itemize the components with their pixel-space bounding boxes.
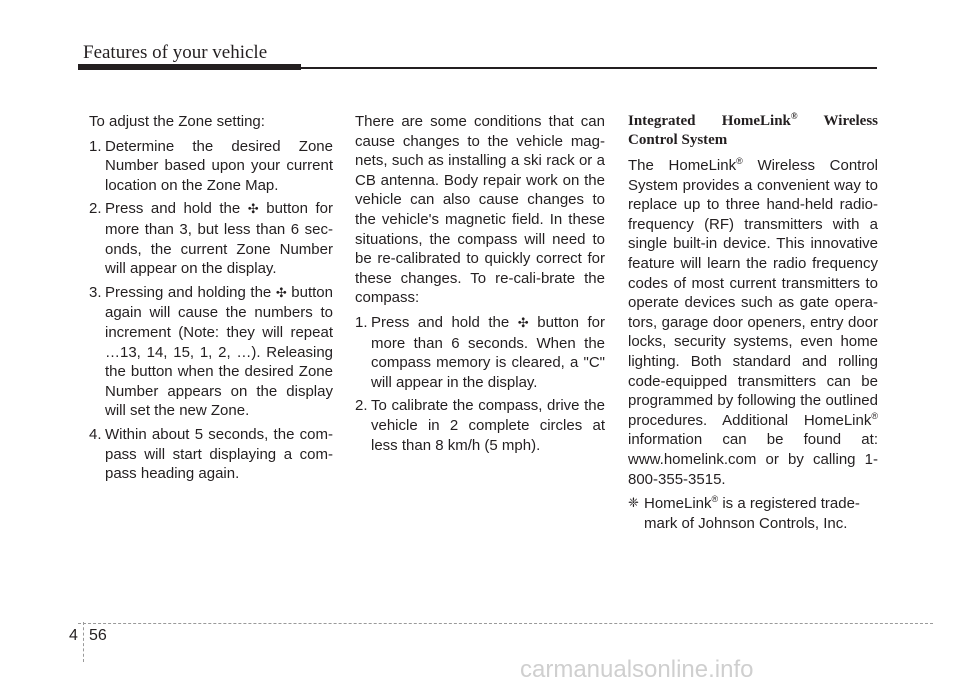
step-text: Press and hold the ✣ button for more than 3, but less than 6 sec-onds, the current Zone Number will appear on the display. [105,200,333,278]
step-number: 2. [89,200,102,218]
zone-setting-intro: To adjust the Zone setting: [89,113,265,130]
step-text: To calibrate the compass, drive the vehicle in 2 complete circles at less than 8 km/h (5 mph). [371,397,605,454]
step-number: 3. [89,283,102,301]
list-item [89,283,333,421]
section-number: 4 [69,627,78,644]
note-text: HomeLink® is a registered trade-mark of Johnson Controls, Inc. [644,494,860,532]
step-number: 1. [89,137,102,155]
compass-button-icon: ✣ [517,315,529,331]
compass-button-icon: ✣ [275,285,287,301]
step-number: 4. [89,425,102,443]
compass-button-icon: ✣ [247,202,259,218]
page-number: 56 [89,627,107,644]
column-zone-setting [89,112,333,488]
watermark: carmanualsonline.info [520,656,754,683]
step-number: 1. [355,313,368,331]
calibration-paragraph: There are some conditions that can cause changes to the vehicle mag-nets, such as installing a ski rack or a CB antenna. Body repair work on the vehicle can also cause changes to the vehicle's magnetic field. In these situations, the compass will need to be re-calibrated to quickly correct for these changes. To re-cali-brate the compass: [355,113,605,307]
step-number: 2. [355,397,368,415]
note-mark-icon: ❈ [628,496,639,512]
column-compass-calibration [355,112,605,459]
step-text: Within about 5 seconds, the com-pass will start displaying a com-pass heading again. [105,425,333,483]
footer-divider [83,622,84,662]
list-item [89,199,333,278]
list-item [355,396,605,455]
column-homelink [628,112,878,533]
header-rule-thick [78,64,301,70]
step-text: Pressing and holding the ✣ button again will cause the numbers to increment (Note: they will repeat …13, 14, 15, 1, 2, …). Releasing the button when the desired Zone Number appears on the display will set the new Zone. [105,283,333,420]
list-item [355,313,605,392]
page-header-title: Features of your vehicle [83,42,268,63]
step-text: Determine the desired Zone Number based upon your current location on the Zone Map. [105,137,333,194]
trademark-note [628,494,878,533]
list-item [89,425,333,484]
homelink-heading: Integrated HomeLink® Wireless Control System [628,111,878,148]
list-item [89,137,333,196]
header-rule-thin [301,67,877,69]
footer-rule [78,623,933,624]
homelink-paragraph: The HomeLink® Wireless Control System provides a convenient way to replace up to three hand-held radio-frequency (RF) transmitters with a single built-in device. This innovative feature will learn the radio frequency codes of most current transmitters to operate devices such as gate opera-tors, garage door openers, entry door locks, security systems, even home lighting. Both standard and rolling code-equipped transmitters can be programmed by following the outlined procedures. Additional HomeLink® information can be found at: www.homelink.com or by calling 1-800-355-3515. [628,156,878,488]
step-text: Press and hold the ✣ button for more than 6 seconds. When the compass memory is cleared, a "C" will appear in the display. [371,313,605,391]
